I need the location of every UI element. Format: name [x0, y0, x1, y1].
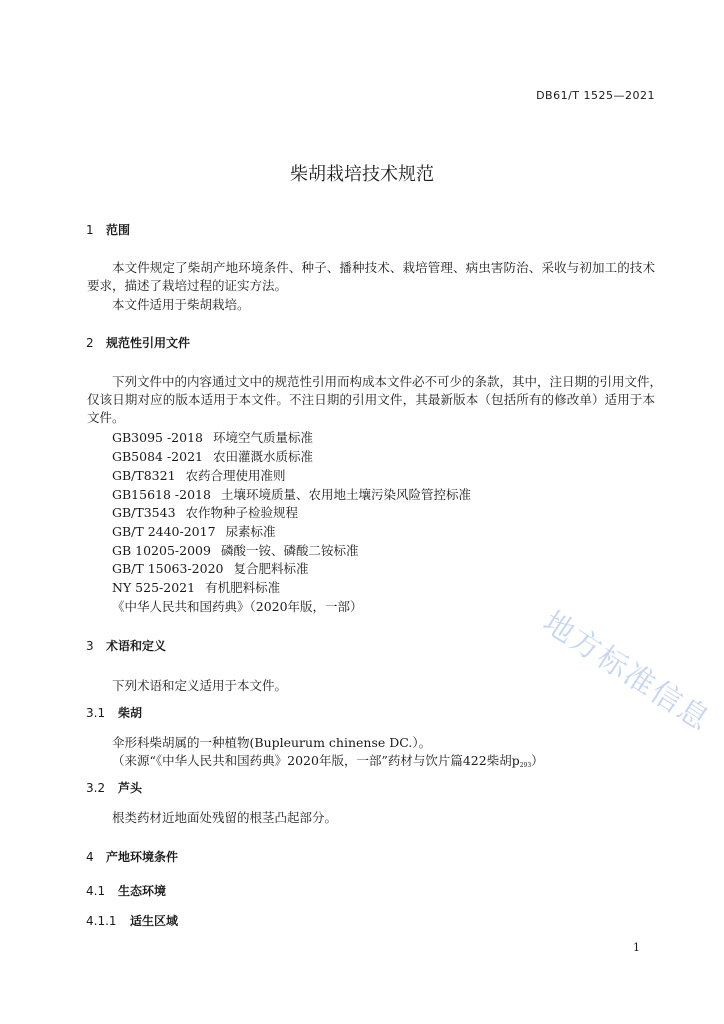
section-4-1-1-heading	[86, 912, 178, 929]
section-title: 范围	[106, 223, 131, 237]
scope-applicability: 本文件适用于柴胡栽培。	[112, 297, 250, 312]
page-title: 柴胡栽培技术规范	[290, 164, 434, 185]
terms-intro: 下列术语和定义适用于本文件。	[112, 678, 288, 693]
references-intro-line-2: 仅该日期对应的版本适用于本文件。不注日期的引用文件，其最新版本（包括所有的修改单）适用于本	[87, 392, 655, 407]
reference-item	[112, 578, 280, 596]
reference-name: 磷酸一铵、磷酸二铵标准	[220, 543, 359, 558]
source-text: （来源“《中华人民共和国药典》2020年版，一部”药材与饮片篇422柴胡p	[112, 753, 520, 768]
term-3-1-source	[112, 751, 544, 769]
reference-item	[112, 541, 358, 559]
reference-name: 有机肥料标准	[205, 580, 281, 595]
reference-code: GB3095 -2018	[112, 430, 203, 445]
reference-name: 农作物种子检验规程	[185, 505, 299, 520]
section-title: 产地环境条件	[106, 850, 179, 864]
source-page-subscript: 293	[519, 762, 532, 769]
reference-name: 尿素标准	[225, 524, 276, 539]
section-1-heading	[86, 221, 130, 238]
reference-name: 农药合理使用准则	[185, 468, 286, 483]
reference-code: NY 525-2021	[112, 580, 196, 595]
section-number: 4	[86, 850, 94, 864]
reference-item	[112, 466, 286, 484]
term-number: 3.1	[86, 706, 106, 720]
section-title: 生态环境	[118, 884, 167, 898]
term-name: 芦头	[118, 781, 143, 795]
reference-code: GB/T 2440-2017	[112, 524, 216, 539]
reference-item	[112, 559, 309, 577]
reference-item	[112, 522, 276, 540]
term-number: 3.2	[86, 781, 106, 795]
reference-pharmacopoeia: 《中华人民共和国药典》（2020年版，一部）	[112, 599, 363, 614]
source-close: ）	[531, 753, 544, 768]
section-number: 1	[86, 223, 94, 237]
reference-name: 环境空气质量标准	[213, 430, 314, 445]
reference-name: 复合肥料标准	[233, 561, 309, 576]
references-intro-line-3: 文件。	[87, 410, 125, 425]
term-name: 柴胡	[118, 706, 143, 720]
section-4-1-heading	[86, 882, 166, 899]
reference-code: GB 10205-2009	[112, 543, 211, 558]
reference-item	[112, 428, 313, 446]
term-3-1-heading	[86, 704, 142, 721]
document-code: DB61/T 1525—2021	[536, 89, 655, 102]
scope-paragraph-line-2: 要求，描述了栽培过程的证实方法。	[87, 278, 288, 293]
term-3-1-definition: 伞形科柴胡属的一种植物(Bupleurum chinense DC.）。	[112, 735, 432, 750]
section-3-heading	[86, 637, 166, 654]
watermark: 地方标准信息	[536, 604, 717, 739]
section-title: 规范性引用文件	[106, 336, 191, 350]
scope-paragraph-line-1: 本文件规定了柴胡产地环境条件、种子、播种技术、栽培管理、病虫害防治、采收与初加工的技术	[112, 260, 655, 275]
term-3-2-heading	[86, 779, 142, 796]
reference-code: GB/T3543	[112, 505, 176, 520]
reference-item	[112, 503, 298, 521]
page-number: 1	[633, 941, 640, 954]
reference-name: 土壤环境质量、农用地土壤污染风险管控标准	[220, 487, 471, 502]
reference-code: GB5084 -2021	[112, 449, 203, 464]
reference-item	[112, 447, 313, 465]
reference-name: 农田灌溉水质标准	[213, 449, 314, 464]
section-2-heading	[86, 334, 190, 351]
reference-code: GB15618 -2018	[112, 487, 211, 502]
reference-code: GB/T 15063-2020	[112, 561, 224, 576]
section-number: 2	[86, 336, 94, 350]
section-4-heading	[86, 848, 178, 865]
reference-code: GB/T8321	[112, 468, 176, 483]
section-title: 术语和定义	[106, 639, 167, 653]
section-number: 3	[86, 639, 94, 653]
references-intro-line-1: 下列文件中的内容通过文中的规范性引用而构成本文件必不可少的条款，其中，注日期的引用文件，	[112, 374, 663, 389]
section-number: 4.1	[86, 884, 106, 898]
term-3-2-definition: 根类药材近地面处残留的根茎凸起部分。	[112, 810, 338, 825]
reference-item	[112, 485, 471, 503]
section-title: 适生区域	[130, 914, 179, 928]
section-number: 4.1.1	[86, 914, 117, 928]
